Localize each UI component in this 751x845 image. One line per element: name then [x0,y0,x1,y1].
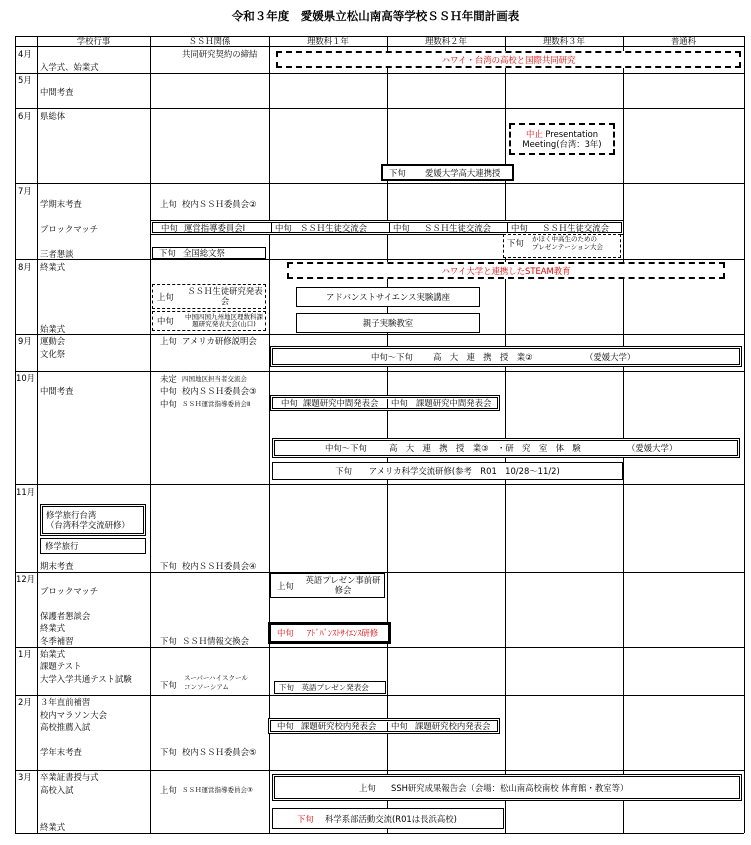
grid-line [505,36,506,833]
month-label: 5月 [18,75,32,85]
kodai-renkei-3-box [272,438,740,458]
inschool-text: 課題研究校内発表会 [415,721,491,731]
america-training-box: 下旬 アメリカ科学交流研修(参考 R01 10/28～11/2) [272,462,623,480]
eigo-text: 下旬 英語プレゼン発表会 [279,683,369,692]
header-ssh: ＳＳＨ関係 [188,36,231,46]
school-event: 始業式 [40,324,66,334]
eigo-time: 上旬 [277,581,294,591]
mid-time: 中旬 [281,398,298,408]
midterm-presentation-box [270,395,500,411]
soubunsai-box [152,247,266,259]
school-event: 入学式、始業式 [40,62,99,72]
english-pre-training-box [270,573,385,598]
school-event: 期末考査 [40,561,74,571]
school-event: 終業式 [40,623,66,633]
divider [387,399,388,408]
ssh-event-time: 下旬 [160,561,177,571]
ssh-event: アメリカ研修説明会 [182,336,257,346]
kodai-time: 下旬 [389,167,406,178]
kahoku-text: かほく中高生のための [532,235,597,243]
advanced-science-box: アドバンストサイエンス実験講座 [296,287,480,307]
kodai3-text: 高 大 連 携 授 業③ ・研 究 室 体 験 [389,443,581,453]
hawaii-taiwan-box: ハワイ・台湾の高校と国際共同研究 [276,51,741,68]
month-label: 12月 [16,574,36,584]
cancel-label: 中止 [525,129,543,139]
grid-line [15,334,744,335]
school-event: ３年直前補習 [40,697,91,707]
ssh-event-time: 上旬 [157,292,174,302]
divider [507,223,508,232]
school-event: 終業式 [40,822,66,832]
school-event: 文化祭 [40,349,66,359]
adv-text: ｱﾄﾞﾊﾞﾝｽﾄｻｲｴﾝｽ研修 [307,628,379,638]
chushikoku-box [152,311,266,331]
grid-line [15,833,744,834]
grid-line [15,770,744,771]
results-text: SSH研究成果報告会（会場：松山南高校南校 体育館・教室等） [391,782,629,793]
header-sci3: 理数科３年 [543,36,585,46]
school-event: 学年末考査 [40,747,82,757]
kodai2-text: （愛媛大学） [585,351,636,362]
ssh-event-time: 上旬 [160,199,177,209]
exchange-text: 運営指導委員会Ⅰ [184,222,246,233]
school-event: 課題テスト [40,661,82,671]
divider [389,223,390,232]
grid-line [15,46,744,47]
school-event: 高校入試 [40,785,74,795]
month-label: 2月 [18,697,32,707]
school-event: 高校推薦入試 [40,722,91,732]
grid-line [15,647,744,648]
exchange-time: 中旬 [511,222,528,233]
club-time: 下旬 [297,813,314,824]
grid-line [269,36,270,833]
hawaii-steam-box: ハワイ大学と連携したSTEAM教育 [287,262,725,279]
school-event: ブロックマッチ [40,224,99,234]
month-label: 4月 [18,49,32,59]
mid-time: 中旬 [391,398,408,408]
month-label: 1月 [18,649,32,659]
ssh-event: コンソーシアム [184,683,229,691]
school-event: 中間考査 [40,87,74,97]
school-event: 学期末考査 [40,199,82,209]
header-general: 普通科 [670,36,697,46]
school-event: 保護者懇談会 [40,611,91,621]
grid-line [37,36,38,833]
exchange-text: ＳＳＨ生徒交流会 [300,222,367,233]
exchange-time: 中旬 [161,222,178,233]
kodai2-time: 中旬～下旬 [371,351,413,362]
grid-line [15,108,744,109]
eigo-text: 英語プレゼン事前研修会 [305,575,381,595]
ssh-event: ＳＳＨ運営指導委員会Ⅱ [182,400,251,408]
mid-text: 課題研究中間発表会 [303,398,379,408]
inschool-time: 中旬 [277,721,294,731]
grid-line [15,695,744,696]
ssh-event: 校内ＳＳＨ委員会② [182,199,257,209]
ssh-event: 校内ＳＳＨ委員会④ [182,561,257,571]
student-presentation-box [152,284,266,309]
kodai3-text: （愛媛大学） [627,443,678,453]
ssh-event-time: 中旬 [160,399,177,409]
ssh-event: ＳＳＨ生徒研究発表会 [187,286,263,306]
school-event: 校内マラソン大会 [40,710,107,720]
kodai-text: 愛媛大学高大連携授 [425,167,501,178]
kodai-renkei-box [381,164,514,181]
kahoku-time: 下旬 [507,238,524,248]
club-text: 科学系部活動交流(R01は長浜高校) [325,813,457,824]
results-time: 上旬 [359,782,376,793]
school-event: 冬季補習 [40,636,74,646]
month-label: 6月 [18,111,32,121]
ssh-event-time: 上旬 [160,336,177,346]
ssh-event-time: 未定 [160,374,177,384]
exchange-text: ＳＳＨ生徒交流会 [542,222,609,233]
study-trip-line: 修学旅行 [45,541,79,551]
grid-line [150,36,151,833]
page-title: 令和３年度 愛媛県立松山南高等学校ＳＳＨ年間計画表 [231,9,520,23]
ssh-event-time: 下旬 [160,680,177,690]
presentation-text: Meeting(台湾：3年) [522,139,602,149]
study-trip-box [40,538,146,554]
adv-time: 中旬 [277,628,294,638]
ssh-event-time: 中旬 [157,316,174,326]
month-label: 9月 [18,336,32,346]
header-sci2: 理数科２年 [425,36,467,46]
divider [387,722,388,731]
month-label: 11月 [16,487,36,497]
ssh-event-time: 下旬 [159,248,176,258]
kahoku-text: プレゼンテーション大会 [532,243,603,251]
ssh-event: 全国総文祭 [183,248,225,258]
school-event: 終業式 [40,262,66,272]
school-event: 県総体 [40,111,66,121]
advanced-training-box [268,622,391,644]
school-event: ブロックマッチ [40,586,99,596]
english-presentation-box [274,681,386,694]
grid-line [15,259,744,260]
school-event: 大学入学共通テスト試験 [40,674,132,684]
header-school: 学校行事 [76,36,111,46]
kahoku-box [503,234,621,258]
exchange-time: 中旬 [275,222,292,233]
ssh-event: スーパーハイスクール [184,674,248,682]
grid-line [15,36,16,833]
study-trip-box [40,504,146,536]
grid-line [15,183,744,184]
ssh-event: 校内ＳＳＨ委員会⑤ [182,747,257,757]
grid-line [15,484,744,485]
grid-line [15,371,744,372]
ssh-event-time: 下旬 [160,636,177,646]
presentation-meeting-box [509,123,615,155]
ssh-event-time: 上旬 [160,785,177,795]
exchange-band [150,220,624,235]
grid-line [623,36,624,833]
month-label: 7月 [18,186,32,196]
ssh-event: ＳＳＨ情報交換会 [182,636,249,646]
divider [271,223,272,232]
inschool-presentation-box [268,718,500,734]
school-event: 中間考査 [40,386,74,396]
grid-line [15,73,744,74]
study-trip-line: （台湾科学交流研修） [46,520,130,530]
ssh-event-time: 下旬 [160,747,177,757]
ssh-event: 共同研究契約の締結 [182,49,258,59]
results-report-box [272,774,742,801]
ssh-event: 四国地区担当者交流会 [182,375,247,383]
header-sci1: 理数科１年 [307,36,349,46]
ssh-event-time: 中旬 [160,386,177,396]
parent-child-experiment-box: 親子実験教室 [296,313,480,333]
month-label: 10月 [16,373,36,383]
grid-line [744,36,745,833]
ssh-event: 校内ＳＳＨ委員会③ [182,386,257,396]
club-exchange-box [272,808,504,829]
exchange-time: 中旬 [393,222,410,233]
kodai2-text: 高 大 連 携 授 業② [433,351,533,362]
month-label: 3月 [18,772,32,782]
inschool-text: 課題研究校内発表会 [301,721,377,731]
kodai3-time: 中旬～下旬 [325,443,367,453]
mid-text: 課題研究中間発表会 [416,398,492,408]
exchange-text: ＳＳＨ生徒交流会 [424,222,491,233]
school-event: 三者懇談 [40,249,74,259]
inschool-time: 中旬 [391,721,408,731]
school-event: 運動会 [40,336,66,346]
ssh-event: 中国四国九州地区理数科課題研究発表大会(山口) [185,313,263,328]
study-trip-line: 修学旅行台湾 [46,510,97,520]
month-label: 8月 [18,262,32,272]
presentation-text: Presentation [545,129,599,139]
ssh-event: ＳＳＨ運営指導委員会③ [182,786,253,794]
kodai-renkei-2-box [270,346,742,367]
grid-line [387,36,388,833]
school-event: 始業式 [40,649,66,659]
school-event: 卒業証書授与式 [40,772,99,782]
